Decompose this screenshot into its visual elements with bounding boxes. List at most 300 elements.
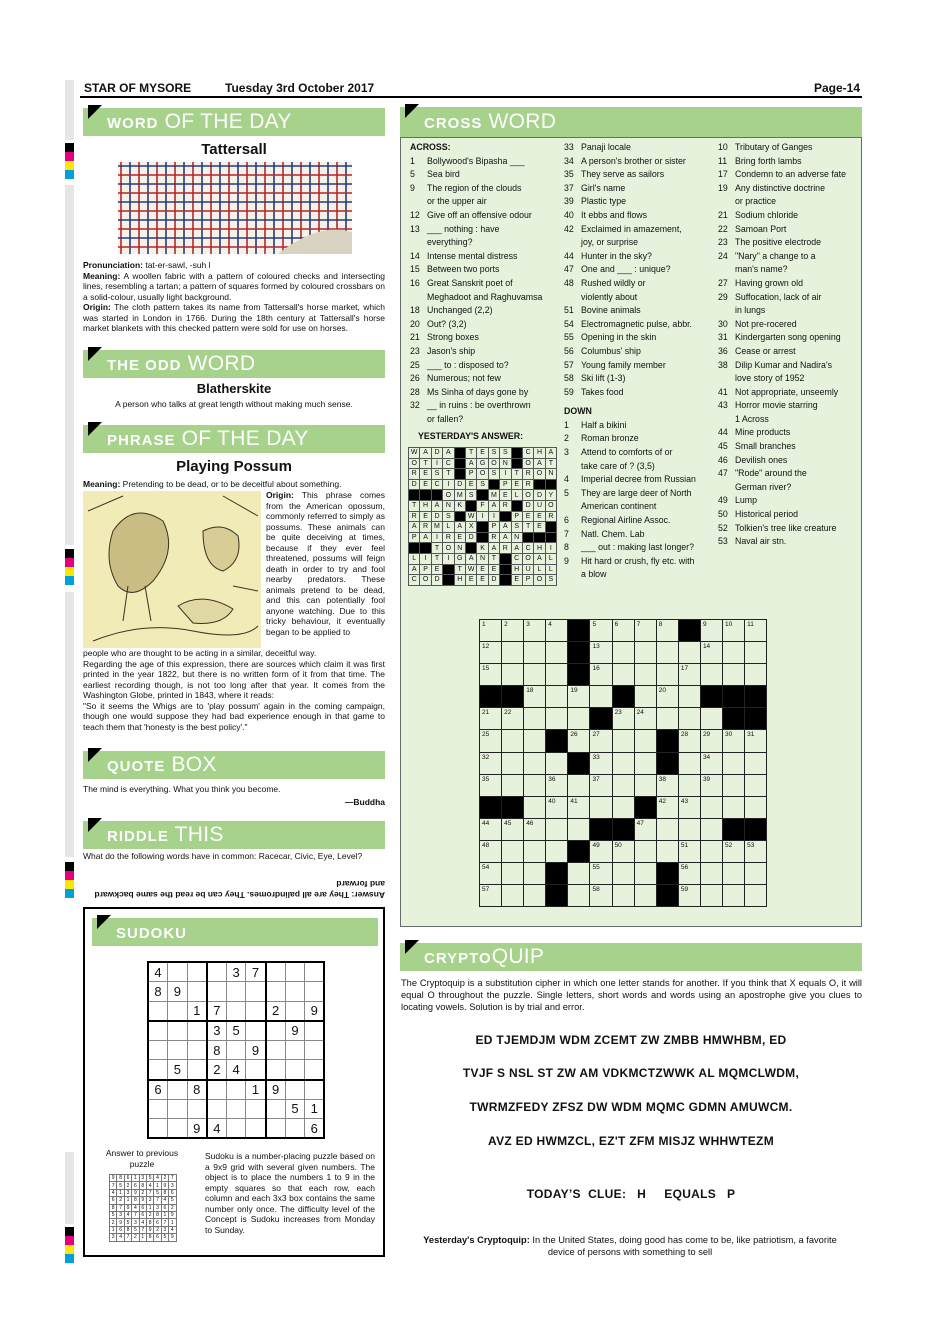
crossword-cell[interactable]: 52	[723, 840, 745, 862]
clue-text: They are large deer of North	[581, 487, 692, 498]
sudoku-cell[interactable]	[148, 1001, 168, 1021]
phrase-title: Playing Possum	[176, 458, 292, 475]
crossword-cell[interactable]	[634, 885, 656, 907]
answer-cell	[477, 490, 488, 501]
crossword-cell[interactable]	[634, 774, 656, 796]
crossword-cell[interactable]: 25	[480, 730, 502, 752]
sudoku-cell[interactable]: 6	[305, 1119, 325, 1139]
crossword-cell[interactable]: 58	[590, 885, 612, 907]
sudoku-cell[interactable]	[226, 1080, 246, 1100]
sudoku-cell[interactable]	[246, 1060, 266, 1080]
sudoku-cell[interactable]: 3	[226, 962, 246, 982]
crossword-cell[interactable]	[678, 708, 700, 730]
clue-text: German river?	[735, 481, 792, 492]
crossword-cell[interactable]	[590, 686, 612, 708]
crossword-cell[interactable]	[656, 863, 678, 885]
crossword-cell[interactable]	[612, 774, 634, 796]
sudoku-cell[interactable]	[187, 1099, 207, 1119]
sudoku-cell[interactable]	[226, 1040, 246, 1060]
clue	[718, 318, 846, 332]
crossword-cell[interactable]: 12	[480, 642, 502, 664]
crossword-cell[interactable]	[678, 752, 700, 774]
sudoku-cell[interactable]: 8	[207, 1040, 227, 1060]
crossword-cell[interactable]: 54	[480, 863, 502, 885]
answer-cell: E	[420, 479, 431, 490]
sudoku-cell[interactable]: 9	[285, 1021, 305, 1041]
crossword-cell[interactable]	[656, 885, 678, 907]
sudoku-cell[interactable]	[266, 1119, 286, 1139]
crossword-cell[interactable]	[656, 642, 678, 664]
crossword-cell[interactable]: 43	[678, 796, 700, 818]
crossword-cell[interactable]	[656, 664, 678, 686]
quote-heading: QUOTE BOX	[83, 751, 385, 779]
crossword-cell[interactable]: 7	[634, 620, 656, 642]
crossword-cell[interactable]: 15	[480, 664, 502, 686]
crossword-cell[interactable]	[546, 840, 568, 862]
sudoku-cell[interactable]	[285, 1040, 305, 1060]
phrase-history: people who are thought to be acting in a similar, deceitful way. Regarding the age of this expression, there are sources which claim it was first printed in the year 1822, but there is no written form of it from that time. The earliest recording though, is not too long after that year. It comes from the Washington Globe, printed in 1843, where it reads: "So it seems the Whigs are to 'play possum' again in the coming campaign, though one would suppose they had bad experience enough in that game to teach them that 'honesty is the best policy'."	[83, 648, 385, 732]
sudoku-cell[interactable]	[226, 1119, 246, 1139]
clue	[564, 473, 696, 487]
sudoku-cell[interactable]	[168, 1021, 188, 1041]
quote-author: —Buddha	[344, 797, 385, 807]
sudoku-cell[interactable]	[266, 982, 286, 1002]
crossword-cell[interactable]	[568, 774, 590, 796]
crossword-cell[interactable]	[502, 796, 524, 818]
answer-cell: X	[465, 522, 476, 533]
sudoku-cell[interactable]: 6	[148, 1080, 168, 1100]
crossword-cell[interactable]: 10	[723, 620, 745, 642]
sudoku-cell[interactable]: 9	[187, 1119, 207, 1139]
sudoku-cell[interactable]	[285, 1060, 305, 1080]
crossword-cell[interactable]: 56	[678, 863, 700, 885]
answer-cell: D	[465, 532, 476, 543]
clue-text: Between two ports	[427, 264, 500, 275]
sudoku-cell[interactable]: 8	[148, 982, 168, 1002]
crossword-cell[interactable]	[700, 708, 722, 730]
answer-cell: F	[477, 500, 488, 511]
clue	[410, 399, 542, 413]
crossword-cell[interactable]	[546, 818, 568, 840]
odd-word-heading: THE ODD WORD	[83, 350, 385, 378]
sudoku-cell[interactable]	[266, 1099, 286, 1119]
crossword-cell[interactable]	[524, 642, 546, 664]
crossword-cell[interactable]	[546, 730, 568, 752]
crossword-cell[interactable]: 24	[634, 708, 656, 730]
answer-cell: G	[477, 458, 488, 469]
crossword-cell[interactable]: 23	[612, 708, 634, 730]
crossword-cell[interactable]: 49	[590, 840, 612, 862]
crossword-cell[interactable]	[568, 863, 590, 885]
crossword-cell[interactable]	[634, 686, 656, 708]
sudoku-cell[interactable]	[207, 962, 227, 982]
sudoku-cell[interactable]	[266, 1040, 286, 1060]
crossword-cell[interactable]	[700, 664, 722, 686]
sudoku-cell[interactable]: 1	[305, 1099, 325, 1119]
crossword-cell[interactable]	[612, 752, 634, 774]
crossword-cell[interactable]	[678, 774, 700, 796]
sudoku-cell[interactable]: 4	[207, 1119, 227, 1139]
crossword-cell[interactable]: 45	[502, 818, 524, 840]
crossword-cell[interactable]	[745, 752, 767, 774]
crossword-cell[interactable]	[590, 818, 612, 840]
sudoku-cell[interactable]: 7	[207, 1001, 227, 1021]
answer-cell: D	[409, 479, 420, 490]
crossword-cell[interactable]	[502, 686, 524, 708]
crossword-cell[interactable]	[568, 818, 590, 840]
crossword-cell[interactable]	[678, 818, 700, 840]
crossword-cell[interactable]: 1	[480, 620, 502, 642]
crossword-cell[interactable]	[678, 686, 700, 708]
sudoku-cell[interactable]	[148, 1119, 168, 1139]
clue-text: 1 Across	[735, 413, 769, 424]
answer-cell: E	[465, 575, 476, 586]
sudoku-cell[interactable]	[246, 982, 266, 1002]
crossword-cell[interactable]: 46	[524, 818, 546, 840]
crossword-cell[interactable]	[590, 796, 612, 818]
crossword-cell[interactable]	[656, 730, 678, 752]
crossword-cell[interactable]: 27	[590, 730, 612, 752]
crossword-cell[interactable]	[612, 664, 634, 686]
crossword-cell[interactable]	[723, 686, 745, 708]
crossword-cell[interactable]: 48	[480, 840, 502, 862]
crossword-cell[interactable]: 11	[745, 620, 767, 642]
sudoku-cell[interactable]	[168, 962, 188, 982]
crossword-cell[interactable]	[612, 863, 634, 885]
crossword-cell[interactable]	[612, 686, 634, 708]
sudoku-cell[interactable]: 5	[168, 1060, 188, 1080]
crossword-cell[interactable]	[678, 642, 700, 664]
crossword-cell[interactable]	[502, 863, 524, 885]
sudoku-cell[interactable]	[148, 1060, 168, 1080]
crossword-cell[interactable]	[678, 620, 700, 642]
sudoku-cell[interactable]	[148, 1021, 168, 1041]
sudoku-cell[interactable]: 4	[148, 962, 168, 982]
sudoku-cell[interactable]	[246, 1001, 266, 1021]
sudoku-cell[interactable]	[266, 962, 286, 982]
sudoku-cell[interactable]	[305, 1080, 325, 1100]
sudoku-cell[interactable]	[168, 1001, 188, 1021]
crossword-cell[interactable]	[656, 708, 678, 730]
clue-text: Give off an offensive odour	[427, 209, 532, 220]
crossword-cell[interactable]: 37	[590, 774, 612, 796]
crossword-cell[interactable]: 13	[590, 642, 612, 664]
clue-text: Exclaimed in amazement,	[581, 223, 682, 234]
sudoku-cell[interactable]: 5	[226, 1021, 246, 1041]
sudoku-cell[interactable]	[168, 1119, 188, 1139]
sudoku-cell[interactable]: 1	[187, 1001, 207, 1021]
clue-number: 2	[564, 433, 569, 444]
crossword-cell[interactable]	[546, 885, 568, 907]
clue-text: Meghadoot and Raghuvamsa	[427, 291, 543, 302]
crossword-cell[interactable]	[546, 863, 568, 885]
crossword-cell[interactable]	[612, 885, 634, 907]
sudoku-cell[interactable]	[207, 1099, 227, 1119]
crossword-cell[interactable]	[700, 818, 722, 840]
crossword-cell[interactable]	[524, 774, 546, 796]
crossword-cell[interactable]	[524, 796, 546, 818]
crossword-cell[interactable]: 38	[656, 774, 678, 796]
crossword-cell[interactable]: 4	[546, 620, 568, 642]
sudoku-cell[interactable]	[285, 1080, 305, 1100]
crossword-cell[interactable]	[502, 752, 524, 774]
clue-number: 56	[564, 345, 574, 356]
sudoku-cell[interactable]: 8	[187, 1080, 207, 1100]
crossword-cell[interactable]	[502, 642, 524, 664]
paper-name: STAR OF MYSORE	[84, 81, 192, 95]
sudoku-cell[interactable]	[226, 982, 246, 1002]
crossword-cell[interactable]: 34	[700, 752, 722, 774]
sudoku-cell[interactable]	[266, 1021, 286, 1041]
answer-cell: A	[431, 500, 442, 511]
crossword-cell[interactable]	[745, 863, 767, 885]
sudoku-cell[interactable]: 3	[207, 1021, 227, 1041]
crossword-cell[interactable]	[700, 885, 722, 907]
answer-cell: 2	[154, 1226, 161, 1233]
crossword-cell[interactable]	[700, 840, 722, 862]
answer-cell: N	[545, 469, 556, 480]
crossword-cell[interactable]	[612, 818, 634, 840]
crossword-cell[interactable]: 22	[502, 708, 524, 730]
sudoku-cell[interactable]: 2	[207, 1060, 227, 1080]
crossword-cell[interactable]	[634, 840, 656, 862]
crossword-cell[interactable]	[502, 885, 524, 907]
crossword-cell[interactable]: 32	[480, 752, 502, 774]
crossword-cell[interactable]	[723, 818, 745, 840]
clue-number: 4	[564, 474, 569, 485]
crossword-cell[interactable]: 57	[480, 885, 502, 907]
crossword-cell[interactable]: 51	[678, 840, 700, 862]
crossword-cell[interactable]: 55	[590, 863, 612, 885]
crossword-cell[interactable]	[634, 752, 656, 774]
crossword-cell[interactable]	[480, 796, 502, 818]
crossword-cell[interactable]	[634, 664, 656, 686]
clue-text: in lungs	[735, 305, 766, 316]
sudoku-cell[interactable]	[168, 1099, 188, 1119]
sudoku-cell[interactable]	[305, 962, 325, 982]
crossword-cell[interactable]: 3	[524, 620, 546, 642]
crossword-cell[interactable]: 40	[546, 796, 568, 818]
crossword-cell[interactable]: 16	[590, 664, 612, 686]
crossword-cell[interactable]	[700, 796, 722, 818]
sudoku-cell[interactable]	[285, 982, 305, 1002]
sudoku-cell[interactable]: 1	[246, 1080, 266, 1100]
crossword-cell[interactable]: 50	[612, 840, 634, 862]
sudoku-cell[interactable]	[187, 1040, 207, 1060]
sudoku-cell[interactable]	[305, 1060, 325, 1080]
sudoku-cell[interactable]	[246, 1021, 266, 1041]
crossword-cell[interactable]: 5	[590, 620, 612, 642]
sudoku-cell[interactable]: 4	[226, 1060, 246, 1080]
crossword-cell[interactable]	[612, 642, 634, 664]
crossword-cell[interactable]: 53	[745, 840, 767, 862]
sudoku-cell[interactable]	[187, 1060, 207, 1080]
answer-cell: A	[420, 532, 431, 543]
crossword-cell[interactable]: 6	[612, 620, 634, 642]
crossword-cell[interactable]: 31	[745, 730, 767, 752]
answer-cell: M	[431, 522, 442, 533]
crossword-cell[interactable]	[546, 686, 568, 708]
answer-cell: N	[511, 532, 522, 543]
sudoku-cell[interactable]: 9	[168, 982, 188, 1002]
clue-text: Hit hard or crush, fly etc. with	[581, 555, 695, 566]
crossword-cell[interactable]	[745, 686, 767, 708]
crossword-cell[interactable]: 59	[678, 885, 700, 907]
sudoku-cell[interactable]	[187, 982, 207, 1002]
sudoku-cell[interactable]	[305, 1040, 325, 1060]
crossword-cell[interactable]	[634, 863, 656, 885]
crossword-cell[interactable]	[480, 686, 502, 708]
sudoku-cell[interactable]	[226, 1099, 246, 1119]
crossword-cell[interactable]	[524, 664, 546, 686]
clue-number: 15	[410, 264, 420, 275]
clue-number: 53	[718, 536, 728, 547]
crossword-cell[interactable]: 9	[700, 620, 722, 642]
sudoku-cell[interactable]	[226, 1001, 246, 1021]
crossword-cell[interactable]	[568, 840, 590, 862]
crossword-cell[interactable]	[524, 730, 546, 752]
crossword-cell[interactable]	[524, 708, 546, 730]
sudoku-cell[interactable]: 9	[305, 1001, 325, 1021]
crossword-cell[interactable]: 29	[700, 730, 722, 752]
crossword-cell[interactable]	[745, 796, 767, 818]
crossword-cell[interactable]	[723, 863, 745, 885]
crossword-cell[interactable]: 17	[678, 664, 700, 686]
sudoku-cell[interactable]	[246, 1099, 266, 1119]
crossword-cell[interactable]: 41	[568, 796, 590, 818]
crossword-cell[interactable]: 14	[700, 642, 722, 664]
sudoku-cell[interactable]	[207, 1080, 227, 1100]
crossword-cell[interactable]: 19	[568, 686, 590, 708]
clue-text: Strong boxes	[427, 332, 479, 343]
clue	[564, 419, 696, 433]
crossword-cell[interactable]: 20	[656, 686, 678, 708]
crossword-cell[interactable]: 2	[502, 620, 524, 642]
clue-number: 5	[564, 487, 569, 498]
crossword-cell[interactable]	[546, 664, 568, 686]
crossword-cell[interactable]	[745, 885, 767, 907]
crossword-cell[interactable]: 28	[678, 730, 700, 752]
crossword-cell[interactable]	[612, 730, 634, 752]
crossword-cell[interactable]	[524, 863, 546, 885]
crossword-cell[interactable]	[590, 708, 612, 730]
sudoku-cell[interactable]	[285, 962, 305, 982]
crossword-cell[interactable]	[546, 752, 568, 774]
sudoku-cell[interactable]	[187, 962, 207, 982]
crossword-cell[interactable]	[502, 774, 524, 796]
crossword-cell[interactable]	[612, 796, 634, 818]
crossword-cell[interactable]	[723, 664, 745, 686]
crossword-cell[interactable]	[524, 840, 546, 862]
crossword-cell[interactable]	[568, 664, 590, 686]
sudoku-cell[interactable]	[148, 1099, 168, 1119]
crossword-cell[interactable]	[634, 730, 656, 752]
sudoku-cell[interactable]: 9	[246, 1040, 266, 1060]
crossword-cell[interactable]	[656, 752, 678, 774]
crossword-cell[interactable]	[502, 730, 524, 752]
crossword-cell[interactable]: 42	[656, 796, 678, 818]
answer-cell	[465, 500, 476, 511]
sudoku-cell[interactable]	[187, 1021, 207, 1041]
sudoku-cell[interactable]: 9	[266, 1080, 286, 1100]
crossword-cell[interactable]	[568, 642, 590, 664]
crossword-cell[interactable]	[524, 885, 546, 907]
crossword-cell[interactable]: 39	[700, 774, 722, 796]
sudoku-cell[interactable]: 5	[285, 1099, 305, 1119]
crossword-cell[interactable]	[546, 642, 568, 664]
sudoku-cell[interactable]	[285, 1119, 305, 1139]
crossword-cell[interactable]	[745, 642, 767, 664]
crossword-cell[interactable]	[502, 840, 524, 862]
crossword-cell[interactable]	[745, 818, 767, 840]
sudoku-cell[interactable]	[305, 982, 325, 1002]
crossword-cell[interactable]	[700, 863, 722, 885]
crossword-cell[interactable]: 30	[723, 730, 745, 752]
sudoku-cell[interactable]: 2	[266, 1001, 286, 1021]
sudoku-cell[interactable]	[246, 1119, 266, 1139]
crossword-cell[interactable]	[745, 708, 767, 730]
crossword-cell[interactable]	[568, 708, 590, 730]
sudoku-cell[interactable]: 7	[246, 962, 266, 982]
crossword-cell[interactable]	[723, 642, 745, 664]
crossword-cell[interactable]: 35	[480, 774, 502, 796]
crossword-cell[interactable]	[568, 885, 590, 907]
crossword-cell[interactable]	[723, 774, 745, 796]
crossword-grid[interactable]	[479, 619, 767, 907]
crossword-cell[interactable]: 44	[480, 818, 502, 840]
crossword-cell[interactable]: 33	[590, 752, 612, 774]
crossword-cell[interactable]	[546, 708, 568, 730]
crossword-cell[interactable]	[502, 664, 524, 686]
sudoku-cell[interactable]	[305, 1021, 325, 1041]
crossword-cell[interactable]: 18	[524, 686, 546, 708]
clue-number: 50	[718, 509, 728, 520]
crossword-cell[interactable]: 21	[480, 708, 502, 730]
clue-text: Not appropriate, unseemly	[735, 386, 839, 397]
crossword-cell[interactable]	[634, 642, 656, 664]
answer-cell: G	[454, 553, 465, 564]
crossword-cell[interactable]	[656, 818, 678, 840]
answer-cell: 3	[154, 1204, 161, 1211]
crossword-cell[interactable]: 47	[634, 818, 656, 840]
crossword-cell[interactable]	[568, 620, 590, 642]
crossword-cell[interactable]	[656, 840, 678, 862]
clue-number: 45	[718, 441, 728, 452]
crossword-cell[interactable]	[723, 708, 745, 730]
answer-cell: R	[420, 522, 431, 533]
crossword-cell[interactable]: 36	[546, 774, 568, 796]
crossword-cell[interactable]	[524, 752, 546, 774]
crossword-cell[interactable]	[723, 885, 745, 907]
crossword-cell[interactable]	[634, 796, 656, 818]
sudoku-cell[interactable]	[148, 1040, 168, 1060]
sudoku-cell[interactable]	[168, 1080, 188, 1100]
crossword-cell[interactable]	[700, 686, 722, 708]
crossword-cell[interactable]: 8	[656, 620, 678, 642]
crossword-cell[interactable]	[745, 774, 767, 796]
sudoku-cell[interactable]	[266, 1060, 286, 1080]
crossword-cell[interactable]: 26	[568, 730, 590, 752]
crossword-cell[interactable]	[723, 752, 745, 774]
clue	[564, 182, 696, 196]
sudoku-cell[interactable]	[285, 1001, 305, 1021]
crossword-cell[interactable]	[568, 752, 590, 774]
sudoku-cell[interactable]	[207, 982, 227, 1002]
crossword-cell[interactable]	[723, 796, 745, 818]
sudoku-cell[interactable]	[168, 1040, 188, 1060]
yesterday-answer-grid	[408, 447, 557, 586]
crossword-cell[interactable]	[745, 664, 767, 686]
